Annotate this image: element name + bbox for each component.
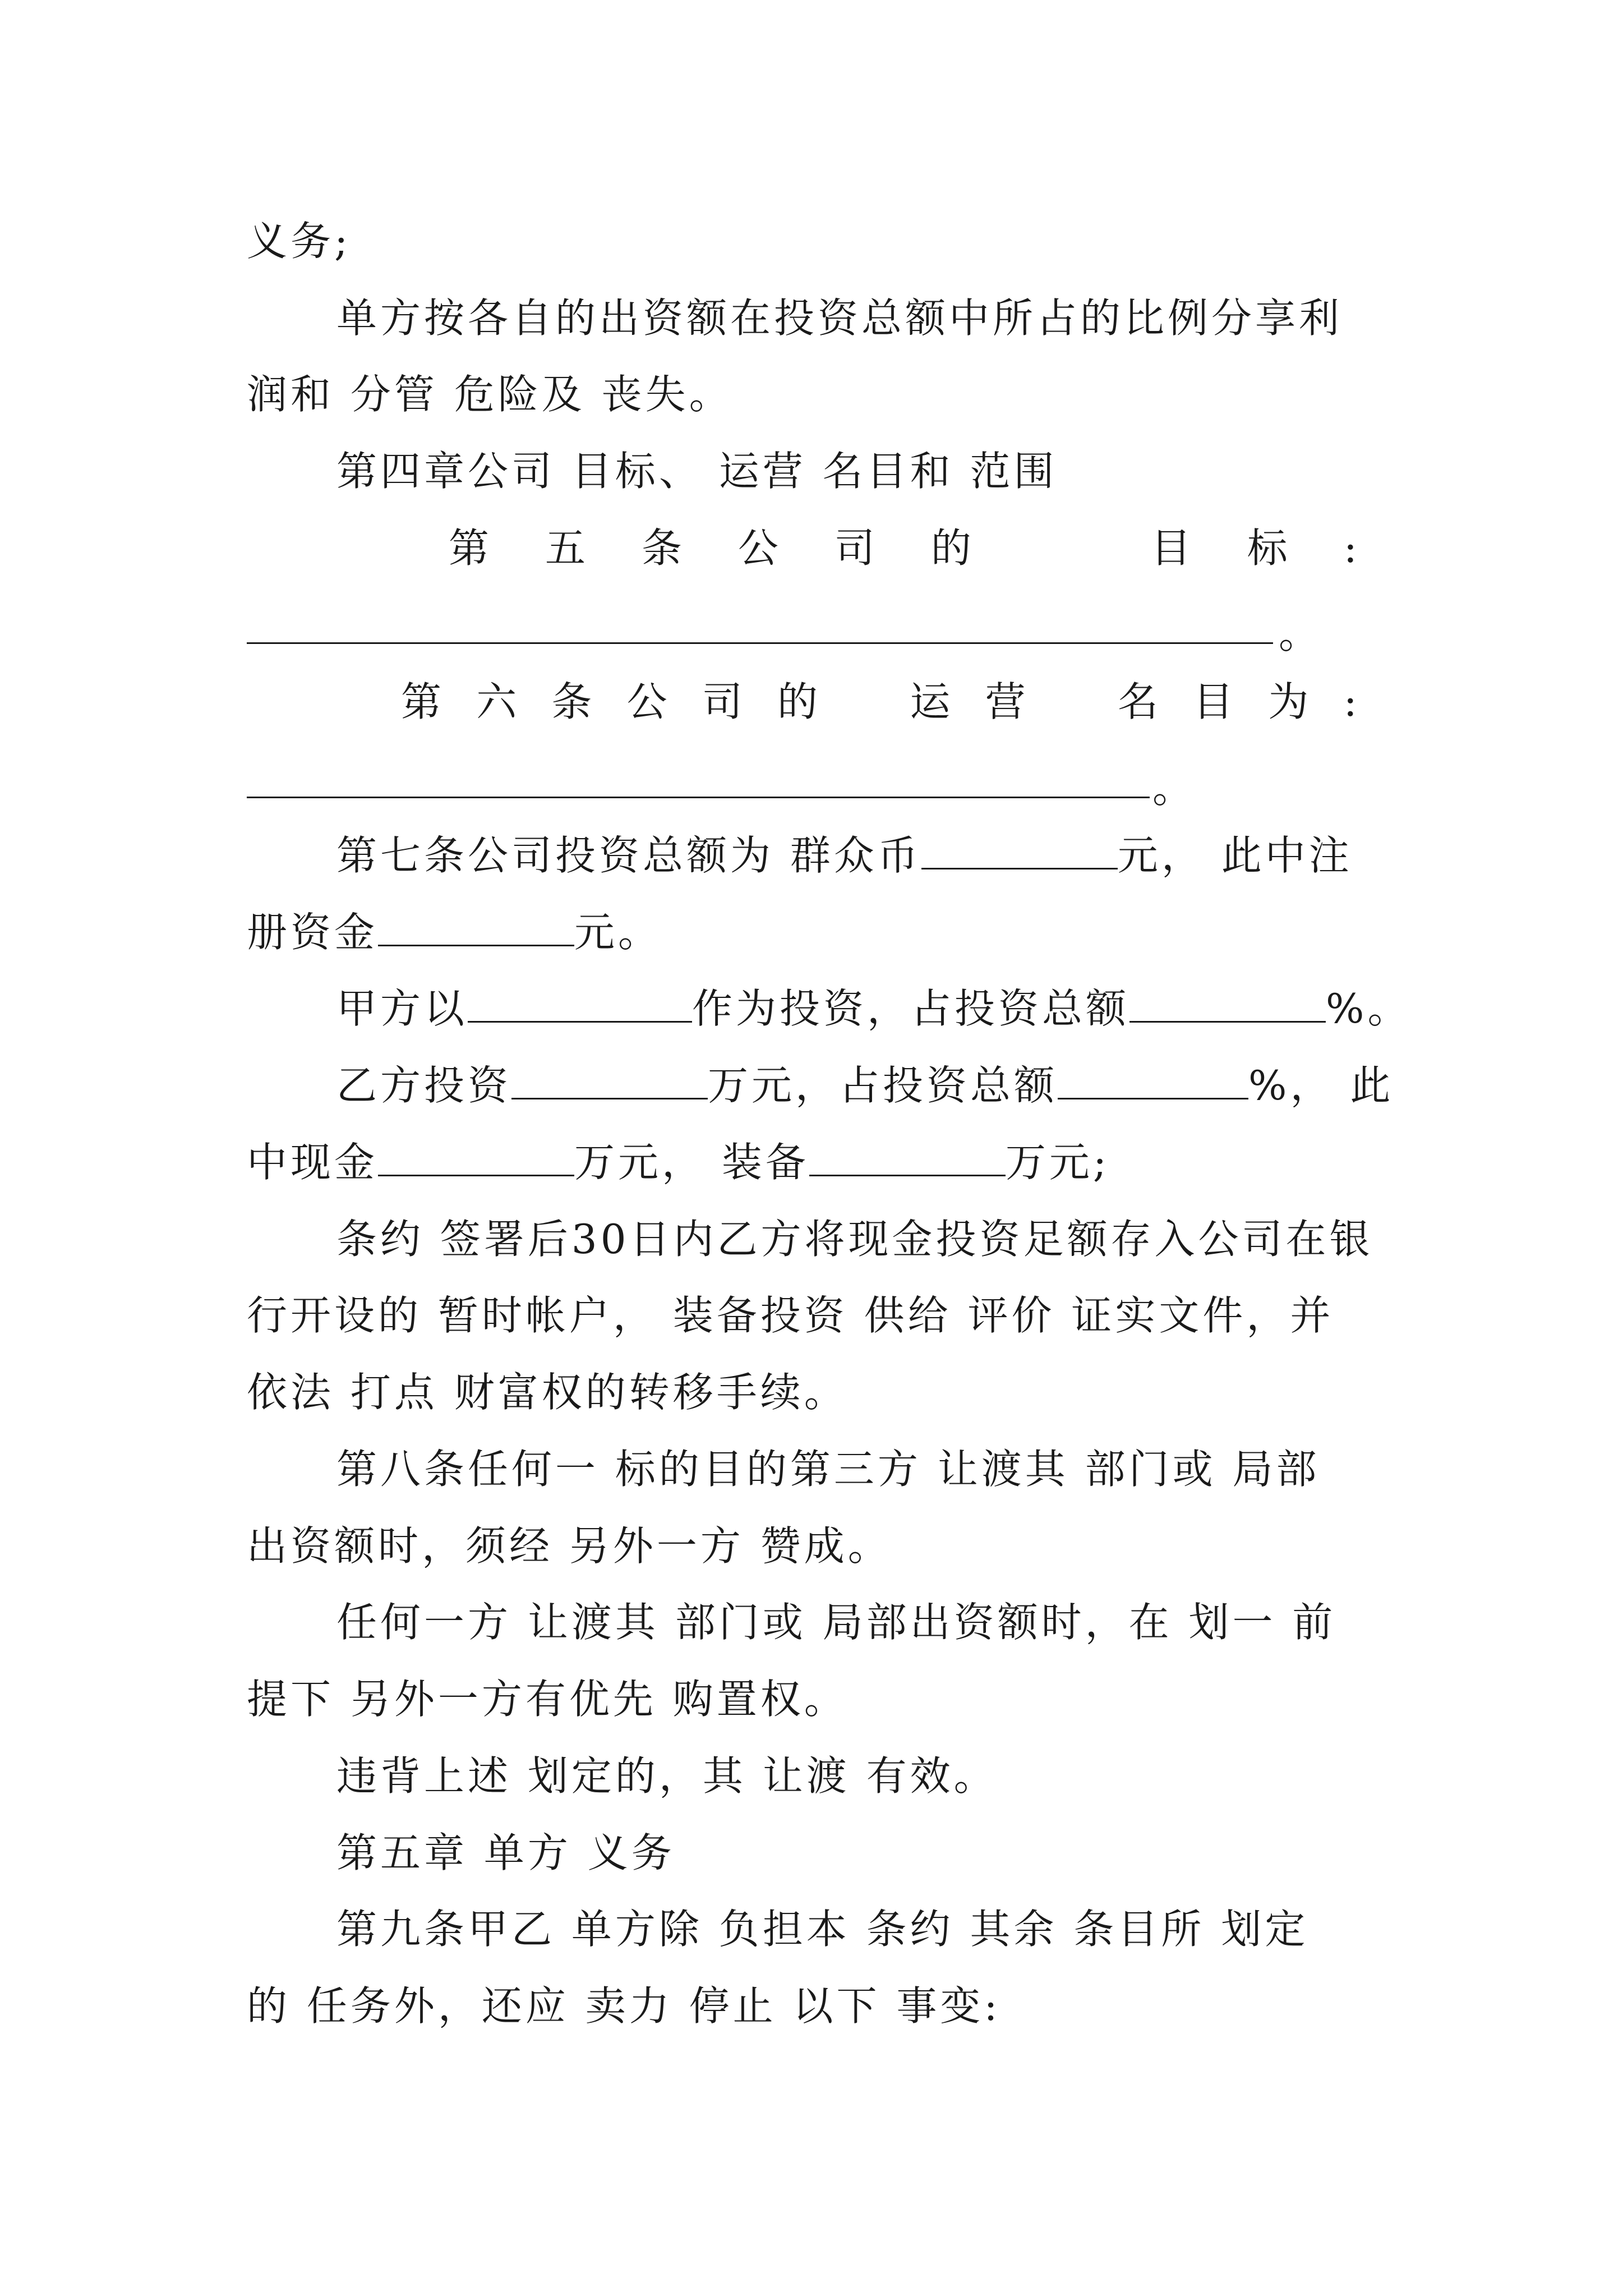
text-line <box>336 830 1353 881</box>
text-line: 的 任务外，还应 卖力 停止 以下 事变: <box>247 1982 1001 2030</box>
text-span: 万元，占投资总额 <box>708 1062 1058 1109</box>
fill-in-blank <box>378 910 574 946</box>
text-line: 第八条任何一 标的目的第三方 让渡其 部门或 局部 <box>336 1446 1320 1493</box>
text-line: 第九条甲乙 单方除 负担本 条约 其余 条目所 划定 <box>336 1906 1309 1953</box>
text-line: 润和 分管 危险及 丧失。 <box>247 371 733 418</box>
article-5-word: 的 <box>930 524 971 572</box>
article-6-word: 目 <box>1193 678 1234 725</box>
text-line: 条约 签署后30日内乙方将现金投资足额存入公司在银 <box>336 1216 1373 1263</box>
article-5-word: 司 <box>834 524 875 572</box>
text-line: 任何一方 让渡其 部门或 局部出资额时，在 划一 前 <box>336 1599 1336 1646</box>
text-line: 依法 打点 财富权的转移手续。 <box>247 1369 848 1416</box>
article-6-word: 的 <box>777 678 818 725</box>
text-span: 万元; <box>1005 1139 1110 1186</box>
fill-in-blank <box>921 833 1118 869</box>
text-line: 义务; <box>247 218 352 265</box>
article-6-line <box>401 677 1357 727</box>
text-span: 元， 此中注 <box>1117 832 1353 879</box>
text-span: 甲方以 <box>336 985 468 1032</box>
fill-in-blank <box>809 1140 1006 1176</box>
text-line: 提下 另外一方有优先 购置权。 <box>247 1676 848 1723</box>
article-6-word: 第 <box>401 678 442 725</box>
article-6-word: 条 <box>551 678 592 725</box>
period-mark: 。 <box>1152 765 1193 812</box>
text-span: 万元， 装备 <box>574 1139 809 1186</box>
fill-in-blank <box>468 986 692 1023</box>
article-6-word: 六 <box>476 678 517 725</box>
text-line <box>247 907 662 958</box>
text-span: 乙方投资 <box>336 1062 512 1109</box>
text-line <box>336 983 1411 1034</box>
article-5-word: 条 <box>641 524 682 572</box>
text-span: %。 <box>1326 985 1412 1032</box>
article-5-word: : <box>1343 524 1357 572</box>
fill-in-blank <box>1129 986 1326 1023</box>
fill-in-blank <box>247 797 1150 798</box>
text-span: 元。 <box>574 909 662 956</box>
text-line: 违背上述 划定的，其 让渡 有效。 <box>336 1752 998 1800</box>
text-span: %， 此 <box>1248 1062 1394 1109</box>
text-line: 单方按各自的出资额在投资总额中所占的比例分享利 <box>336 295 1343 342</box>
period-mark: 。 <box>1279 610 1320 657</box>
article-6-word: 名 <box>1118 678 1159 725</box>
article-5-word: 五 <box>545 524 585 572</box>
article-6-word: 公 <box>626 678 667 725</box>
text-line: 行开设的 暂时帐户， 装备投资 供给 评价 证实文件，并 <box>247 1292 1334 1339</box>
article-5-line <box>449 523 1357 573</box>
fill-in-blank <box>1058 1063 1248 1099</box>
fill-in-blank <box>247 642 1273 644</box>
fill-in-blank <box>378 1140 574 1176</box>
article-6-word: : <box>1343 678 1357 725</box>
article-6-word: 营 <box>985 678 1026 725</box>
text-span: 第七条公司投资总额为 群众币 <box>336 832 921 879</box>
article-6-word: 司 <box>702 678 743 725</box>
text-span: 作为投资，占投资总额 <box>692 985 1130 1032</box>
text-span: 中现金 <box>247 1139 379 1186</box>
text-span: 册资金 <box>247 909 379 956</box>
text-line <box>336 1060 1394 1111</box>
chapter-heading: 第五章 单方 义务 <box>336 1829 675 1876</box>
article-6-word: 运 <box>910 678 951 725</box>
text-line <box>247 1137 1110 1188</box>
fill-in-blank <box>511 1063 708 1099</box>
article-5-word: 第 <box>449 524 490 572</box>
article-5-word: 标 <box>1247 524 1288 572</box>
article-5-word: 目 <box>1150 524 1191 572</box>
article-6-word: 为 <box>1268 678 1309 725</box>
article-5-word: 公 <box>737 524 778 572</box>
text-line: 出资额时，须经 另外一方 赞成。 <box>247 1522 892 1570</box>
chapter-heading: 第四章公司 目标、 运营 名目和 范围 <box>336 448 1058 495</box>
